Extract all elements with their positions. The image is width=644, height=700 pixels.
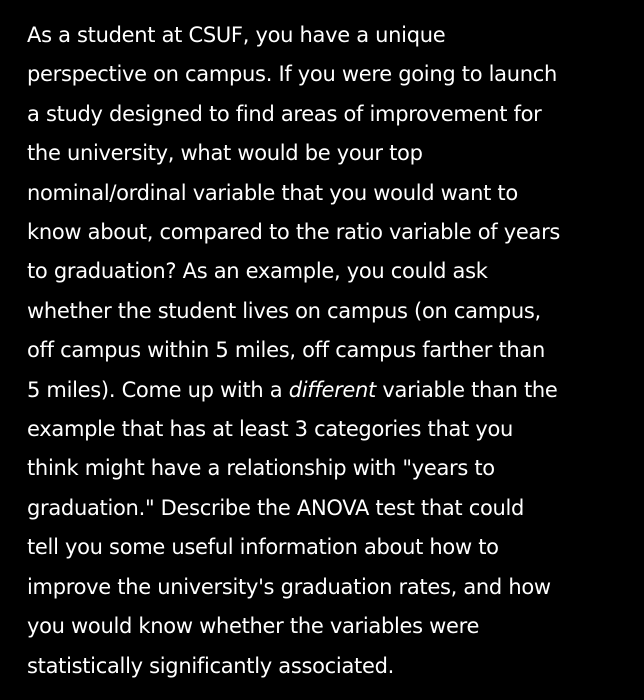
question-line-13: graduation." Describe the ANOVA test that could: [27, 495, 525, 520]
question-line-8: whether the student lives on campus (on campus,: [27, 298, 541, 323]
question-line-5: nominal/ordinal variable that you would want to: [27, 180, 518, 205]
question-line-10: [27, 371, 639, 410]
question-line-17: statistically significantly associated.: [27, 653, 394, 678]
question-line-11: example that has at least 3 categories that you: [27, 417, 514, 442]
question-line-1: As a student at CSUF, you have a unique: [27, 23, 446, 47]
emphasized-word: different: [288, 377, 376, 402]
question-line-7: to graduation? As an example, you could ask: [27, 259, 488, 284]
question-line-10-end: variable than the: [376, 377, 558, 402]
question-line-3: a study designed to find areas of improvement for: [27, 101, 542, 126]
question-line-14: tell you some useful information about how to: [27, 535, 499, 560]
question-line-16: you would know whether the variables were: [27, 614, 480, 639]
question-line-2: perspective on campus. If you were going to launch: [27, 62, 557, 87]
question-line-10-start: 5 miles). Come up with a: [27, 377, 289, 402]
question-line-12: think might have a relationship with "years to: [27, 456, 495, 481]
question-line-9: off campus within 5 miles, off campus farther than: [27, 338, 546, 363]
question-line-15: improve the university's graduation rates, and how: [27, 574, 551, 599]
question-line-4: the university, what would be your top: [27, 141, 423, 166]
question-line-6: know about, compared to the ratio variable of years: [27, 220, 561, 245]
question-text: [27, 16, 639, 686]
